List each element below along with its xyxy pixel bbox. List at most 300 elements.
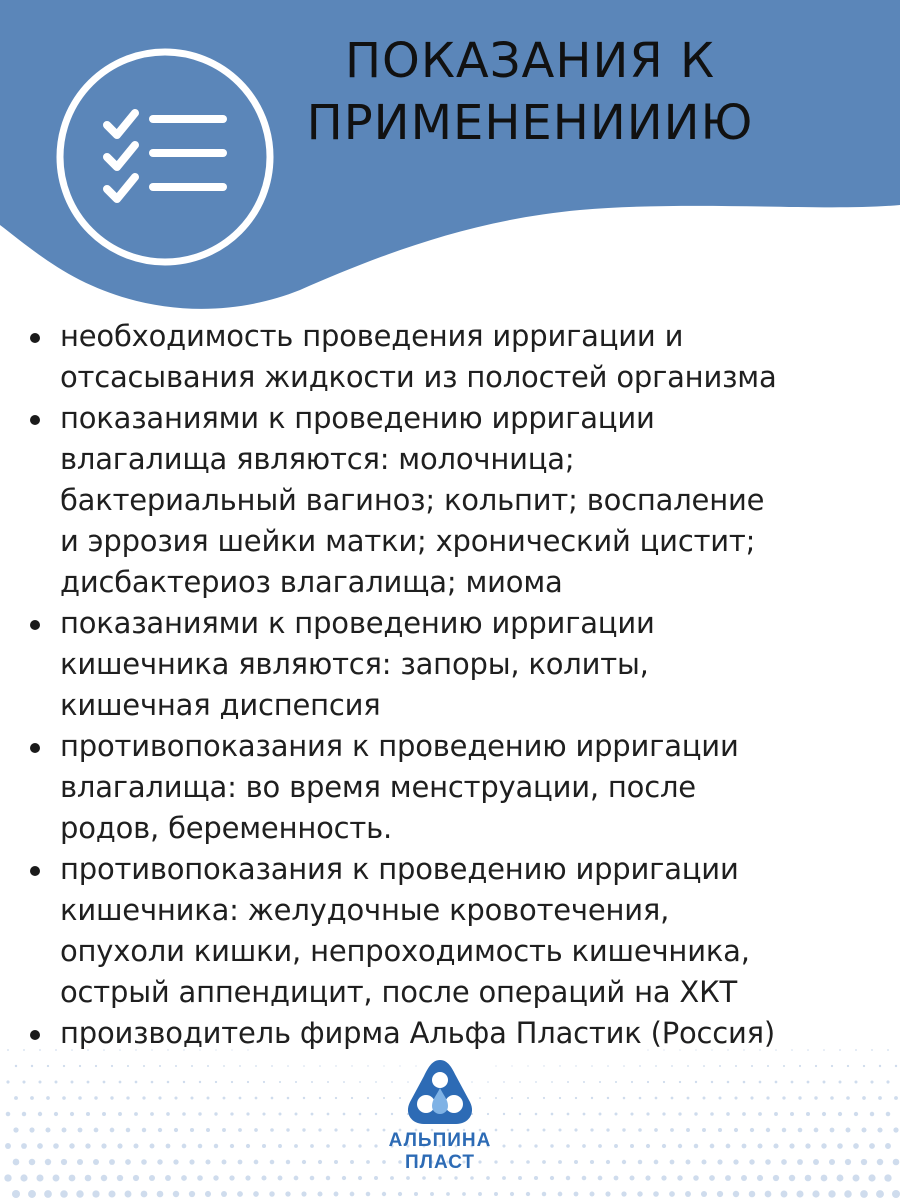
halftone-dot — [511, 1097, 513, 1099]
bullet-icon — [30, 620, 40, 630]
halftone-dot — [223, 1065, 225, 1067]
halftone-dot — [575, 1097, 577, 1099]
halftone-dot — [828, 1190, 835, 1197]
halftone-dot — [638, 1160, 643, 1165]
halftone-dot — [743, 1081, 746, 1084]
halftone-dot — [686, 1160, 691, 1165]
halftone-dot — [197, 1175, 203, 1181]
halftone-dot — [701, 1159, 706, 1164]
halftone-dot — [173, 1191, 179, 1197]
halftone-dot — [108, 1190, 115, 1197]
halftone-dot — [478, 1192, 482, 1196]
page-title — [300, 30, 760, 154]
list-item-text: показаниями к проведению ирригации кишечника являются: запоры, колиты, кишечная диспепсия — [60, 606, 655, 722]
halftone-dot — [222, 1160, 227, 1165]
halftone-dot — [207, 1097, 210, 1100]
halftone-dot — [773, 1175, 779, 1181]
halftone-dot — [69, 1175, 76, 1182]
halftone-dot — [183, 1081, 185, 1083]
list-item — [24, 726, 884, 849]
halftone-dot — [142, 1128, 146, 1132]
halftone-dot — [726, 1112, 730, 1116]
halftone-dot — [126, 1128, 131, 1133]
halftone-dot — [583, 1113, 586, 1116]
halftone-dot — [502, 1176, 506, 1180]
halftone-dot — [239, 1065, 241, 1067]
halftone-dot — [502, 1144, 505, 1147]
halftone-dot — [599, 1081, 601, 1083]
halftone-dot — [830, 1096, 834, 1100]
halftone-dot — [750, 1096, 753, 1099]
halftone-dot — [527, 1129, 530, 1132]
halftone-dot — [735, 1065, 737, 1067]
halftone-dot — [669, 1191, 675, 1197]
halftone-dot — [838, 1112, 842, 1116]
bullet-icon — [30, 333, 40, 343]
halftone-dot — [287, 1065, 289, 1067]
halftone-dot — [86, 1112, 90, 1116]
halftone-dot — [725, 1175, 731, 1181]
halftone-dot — [894, 1096, 898, 1100]
halftone-dot — [279, 1081, 281, 1083]
halftone-dot — [615, 1081, 617, 1083]
halftone-dot — [717, 1159, 722, 1164]
halftone-dot — [158, 1128, 162, 1132]
halftone-dot — [213, 1175, 218, 1180]
halftone-dot — [831, 1065, 833, 1067]
halftone-dot — [174, 1096, 177, 1099]
brand-logo-line-2: ПЛАСТ — [404, 1152, 476, 1173]
halftone-dot — [622, 1160, 626, 1164]
halftone-dot — [63, 1065, 65, 1067]
halftone-dot — [31, 1065, 33, 1067]
halftone-dot — [527, 1065, 528, 1066]
halftone-dot — [303, 1065, 305, 1067]
halftone-dot — [44, 1190, 52, 1198]
halftone-dot — [175, 1065, 177, 1067]
halftone-dot — [566, 1144, 570, 1148]
halftone-dot — [710, 1144, 715, 1149]
halftone-dot — [191, 1065, 193, 1067]
halftone-dot — [85, 1175, 92, 1182]
brand-logo-line-1: АЛЬПИНА — [388, 1130, 492, 1151]
halftone-dot — [551, 1113, 554, 1116]
halftone-dot — [126, 1096, 129, 1099]
halftone-dot — [751, 1065, 753, 1067]
halftone-dot — [639, 1065, 641, 1067]
halftone-dot — [60, 1190, 68, 1198]
halftone-dot — [558, 1192, 563, 1197]
halftone-dot — [742, 1144, 747, 1149]
halftone-dot — [511, 1065, 512, 1066]
halftone-dot — [703, 1065, 705, 1067]
checklist-icon — [55, 47, 275, 267]
halftone-dot — [663, 1081, 665, 1083]
list-item — [24, 849, 884, 1013]
halftone-dot — [893, 1159, 900, 1166]
halftone-dot — [149, 1175, 155, 1181]
halftone-dot — [814, 1128, 819, 1133]
halftone-dot — [254, 1160, 259, 1165]
halftone-dot — [685, 1191, 691, 1197]
halftone-dot — [125, 1159, 131, 1165]
halftone-dot — [655, 1065, 657, 1067]
halftone-dot — [614, 1176, 619, 1181]
halftone-dot — [103, 1081, 106, 1084]
halftone-dot — [53, 1143, 59, 1149]
halftone-dot — [189, 1159, 194, 1164]
halftone-dot — [294, 1176, 299, 1181]
halftone-dot — [813, 1159, 819, 1165]
halftone-dot — [749, 1159, 754, 1164]
halftone-dot — [693, 1175, 699, 1181]
halftone-dot — [741, 1175, 747, 1181]
halftone-dot — [190, 1096, 193, 1099]
halftone-dot — [862, 1096, 866, 1100]
halftone-dot — [318, 1128, 321, 1131]
halftone-dot — [638, 1128, 642, 1132]
halftone-dot — [270, 1128, 274, 1132]
halftone-dot — [893, 1127, 898, 1132]
halftone-dot — [295, 1081, 297, 1083]
halftone-dot — [574, 1192, 579, 1197]
halftone-dot — [895, 1065, 897, 1067]
halftone-dot — [22, 1080, 25, 1083]
halftone-dot — [583, 1081, 585, 1083]
halftone-dot — [62, 1128, 67, 1133]
halftone-dot — [22, 1112, 26, 1116]
halftone-dot — [534, 1176, 538, 1180]
list-item-text: противопоказания к проведению ирригации влагалища: во время менструации, после родов, беременность. — [60, 729, 739, 845]
halftone-dot — [254, 1128, 258, 1132]
halftone-dot — [860, 1190, 868, 1198]
halftone-dot — [125, 1191, 132, 1198]
halftone-dot — [639, 1097, 642, 1100]
halftone-dot — [230, 1112, 233, 1115]
halftone-dot — [94, 1128, 99, 1133]
halftone-dot — [141, 1159, 147, 1165]
halftone-dot — [662, 1144, 666, 1148]
halftone-dot — [133, 1175, 139, 1181]
halftone-dot — [790, 1112, 794, 1116]
halftone-dot — [511, 1129, 514, 1132]
halftone-dot — [734, 1096, 737, 1099]
halftone-dot — [727, 1081, 730, 1084]
halftone-dot — [278, 1112, 281, 1115]
halftone-dot — [367, 1097, 369, 1099]
halftone-dot — [781, 1159, 787, 1165]
halftone-dot — [133, 1143, 138, 1148]
halftone-dot — [6, 1080, 9, 1083]
halftone-dot — [782, 1096, 785, 1099]
halftone-dot — [46, 1096, 50, 1100]
halftone-dot — [117, 1143, 122, 1148]
halftone-dot — [30, 1096, 34, 1100]
halftone-dot — [158, 1096, 161, 1099]
halftone-dot — [822, 1112, 826, 1116]
halftone-dot — [853, 1143, 859, 1149]
halftone-dot — [189, 1191, 195, 1197]
halftone-dot — [342, 1176, 346, 1180]
halftone-dot — [846, 1128, 851, 1133]
halftone-dot — [326, 1144, 330, 1148]
halftone-dot — [110, 1128, 115, 1133]
halftone-dot — [870, 1112, 874, 1116]
halftone-dot — [767, 1065, 769, 1067]
bullet-icon — [30, 1030, 40, 1040]
halftone-dot — [350, 1128, 353, 1131]
halftone-dot — [798, 1128, 803, 1133]
halftone-dot — [711, 1081, 713, 1083]
halftone-dot — [630, 1144, 634, 1148]
halftone-dot — [327, 1081, 329, 1083]
halftone-dot — [526, 1192, 530, 1196]
halftone-dot — [861, 1127, 866, 1132]
halftone-dot — [861, 1159, 867, 1165]
halftone-dot — [287, 1097, 290, 1100]
halftone-dot — [6, 1112, 11, 1117]
halftone-dot — [527, 1097, 529, 1099]
halftone-dot — [814, 1096, 817, 1099]
halftone-dot — [76, 1190, 83, 1197]
bullet-icon — [30, 415, 40, 425]
halftone-dot — [101, 1143, 106, 1148]
halftone-dot — [847, 1065, 849, 1067]
halftone-dot — [14, 1096, 18, 1100]
halftone-dot — [135, 1081, 138, 1084]
halftone-dot — [759, 1081, 762, 1084]
halftone-dot — [807, 1081, 810, 1084]
halftone-dot — [327, 1113, 330, 1116]
halftone-dot — [398, 1192, 402, 1196]
list-item-text: противопоказания к проведению ирригации кишечника: желудочные кровотечения, опухоли кишки, непроходимость кишечника, острый аппендицит, после операций на ХКТ — [60, 852, 750, 1009]
halftone-dot — [605, 1191, 610, 1196]
halftone-dot — [717, 1191, 723, 1197]
halftone-dot — [781, 1191, 788, 1198]
halftone-dot — [261, 1175, 266, 1180]
halftone-dot — [606, 1128, 609, 1131]
halftone-dot — [559, 1065, 560, 1066]
halftone-dot — [255, 1097, 258, 1100]
halftone-dot — [773, 1143, 778, 1148]
halftone-dot — [766, 1128, 770, 1132]
halftone-dot — [519, 1081, 521, 1083]
halftone-dot — [607, 1065, 609, 1067]
halftone-dot — [239, 1097, 242, 1100]
halftone-dot — [102, 1112, 106, 1116]
list-item — [24, 603, 884, 726]
halftone-dot — [719, 1065, 721, 1067]
halftone-dot — [446, 1192, 450, 1196]
halftone-dot — [214, 1112, 217, 1115]
halftone-dot — [94, 1096, 97, 1099]
halftone-dot — [742, 1112, 746, 1116]
halftone-dot — [765, 1191, 772, 1198]
halftone-dot — [733, 1191, 739, 1197]
halftone-dot — [535, 1113, 538, 1116]
halftone-dot — [679, 1081, 681, 1083]
halftone-dot — [350, 1160, 354, 1164]
halftone-dot — [150, 1112, 154, 1116]
halftone-dot — [631, 1081, 633, 1083]
halftone-dot — [566, 1176, 570, 1180]
halftone-dot — [118, 1112, 122, 1116]
list-item-text: необходимость проведения ирригации и отсасывания жидкости из полостей организма — [60, 319, 777, 394]
halftone-dot — [765, 1159, 771, 1165]
halftone-dot — [558, 1128, 561, 1131]
halftone-dot — [190, 1128, 194, 1132]
halftone-dot — [783, 1065, 785, 1067]
halftone-dot — [110, 1096, 113, 1099]
halftone-dot — [503, 1113, 505, 1115]
halftone-dot — [518, 1176, 522, 1180]
halftone-dot — [199, 1081, 201, 1083]
halftone-dot — [709, 1175, 715, 1181]
halftone-dot — [614, 1144, 618, 1148]
halftone-dot — [230, 1144, 234, 1148]
halftone-dot — [28, 1190, 36, 1198]
halftone-dot — [247, 1081, 249, 1083]
halftone-dot — [812, 1190, 819, 1197]
halftone-dot — [350, 1192, 355, 1197]
halftone-dot — [655, 1097, 658, 1100]
halftone-dot — [311, 1081, 313, 1083]
halftone-dot — [166, 1144, 171, 1149]
halftone-dot — [670, 1160, 675, 1165]
halftone-dot — [799, 1065, 801, 1067]
halftone-dot — [821, 1143, 826, 1148]
halftone-dot — [551, 1081, 553, 1083]
halftone-dot — [774, 1112, 778, 1116]
halftone-dot — [623, 1065, 625, 1067]
halftone-dot — [414, 1192, 418, 1196]
halftone-dot — [359, 1113, 362, 1116]
halftone-dot — [567, 1081, 569, 1083]
halftone-dot — [518, 1144, 521, 1147]
list-item — [24, 1013, 884, 1054]
halftone-dot — [55, 1081, 58, 1084]
halftone-dot — [757, 1175, 763, 1181]
halftone-dot — [830, 1128, 835, 1133]
halftone-dot — [375, 1081, 377, 1083]
halftone-dot — [205, 1159, 210, 1164]
halftone-dot — [637, 1191, 642, 1196]
halftone-dot — [262, 1144, 266, 1148]
halftone-dot — [71, 1081, 74, 1084]
halftone-dot — [884, 1174, 891, 1181]
halftone-dot — [837, 1143, 843, 1149]
halftone-dot — [222, 1128, 226, 1132]
halftone-dot — [694, 1144, 699, 1149]
halftone-dot — [550, 1176, 554, 1180]
halftone-dot — [182, 1112, 186, 1116]
halftone-dot — [159, 1065, 161, 1067]
halftone-dot — [334, 1160, 338, 1164]
halftone-dot — [142, 1096, 145, 1099]
halftone-dot — [229, 1175, 234, 1180]
halftone-dot — [334, 1128, 337, 1131]
halftone-dot — [38, 1112, 42, 1116]
halftone-dot — [117, 1175, 123, 1181]
halftone-dot — [54, 1112, 58, 1116]
halftone-dot — [295, 1113, 298, 1116]
halftone-dot — [591, 1065, 593, 1067]
drop-triangle-logo-icon — [404, 1058, 476, 1126]
halftone-dot — [703, 1097, 706, 1100]
halftone-dot — [678, 1112, 681, 1115]
halftone-dot — [591, 1097, 593, 1099]
halftone-dot — [141, 1191, 148, 1198]
halftone-dot — [623, 1097, 626, 1100]
halftone-dot — [78, 1128, 83, 1133]
halftone-dot — [127, 1065, 129, 1067]
halftone-dot — [854, 1112, 858, 1116]
halftone-dot — [221, 1191, 227, 1197]
halftone-dot — [366, 1160, 370, 1164]
halftone-dot — [143, 1065, 145, 1067]
halftone-dot — [95, 1065, 97, 1067]
halftone-dot — [542, 1160, 546, 1164]
halftone-dot — [621, 1191, 626, 1196]
halftone-dot — [45, 1159, 51, 1165]
halftone-dot — [796, 1190, 803, 1197]
halftone-dot — [294, 1144, 298, 1148]
halftone-dot — [606, 1160, 610, 1164]
halftone-dot — [671, 1065, 673, 1067]
halftone-dot — [310, 1176, 315, 1181]
list-item — [24, 316, 884, 398]
halftone-dot — [263, 1081, 265, 1083]
halftone-dot — [543, 1097, 545, 1099]
halftone-dot — [671, 1097, 674, 1100]
halftone-dot — [534, 1144, 537, 1147]
halftone-dot — [334, 1192, 339, 1197]
halftone-dot — [335, 1065, 336, 1066]
halftone-dot — [687, 1065, 689, 1067]
halftone-dot — [829, 1159, 835, 1165]
halftone-dot — [702, 1128, 706, 1132]
halftone-dot — [215, 1081, 217, 1083]
halftone-dot — [575, 1065, 576, 1066]
halftone-dot — [319, 1065, 321, 1067]
halftone-dot — [45, 1127, 50, 1132]
halftone-dot — [351, 1097, 353, 1099]
halftone-dot — [590, 1128, 593, 1131]
halftone-dot — [13, 1159, 20, 1166]
halftone-dot — [366, 1192, 371, 1197]
halftone-dot — [630, 1176, 635, 1181]
halftone-dot — [111, 1065, 113, 1067]
halftone-dot — [253, 1191, 259, 1197]
halftone-dot — [7, 1049, 9, 1051]
halftone-dot — [510, 1160, 513, 1163]
halftone-dot — [876, 1190, 884, 1198]
halftone-dot — [877, 1127, 882, 1132]
brand-logo — [380, 1058, 500, 1188]
halftone-dot — [887, 1049, 889, 1051]
halftone-dot — [615, 1113, 618, 1116]
halftone-dot — [301, 1191, 306, 1196]
halftone-dot — [12, 1190, 20, 1198]
halftone-dot — [654, 1128, 658, 1132]
halftone-dot — [198, 1112, 201, 1115]
halftone-dot — [150, 1144, 155, 1149]
halftone-dot — [319, 1097, 321, 1099]
halftone-dot — [852, 1174, 859, 1181]
halftone-dot — [70, 1112, 74, 1116]
halftone-dot — [806, 1112, 810, 1116]
halftone-dot — [844, 1190, 852, 1198]
